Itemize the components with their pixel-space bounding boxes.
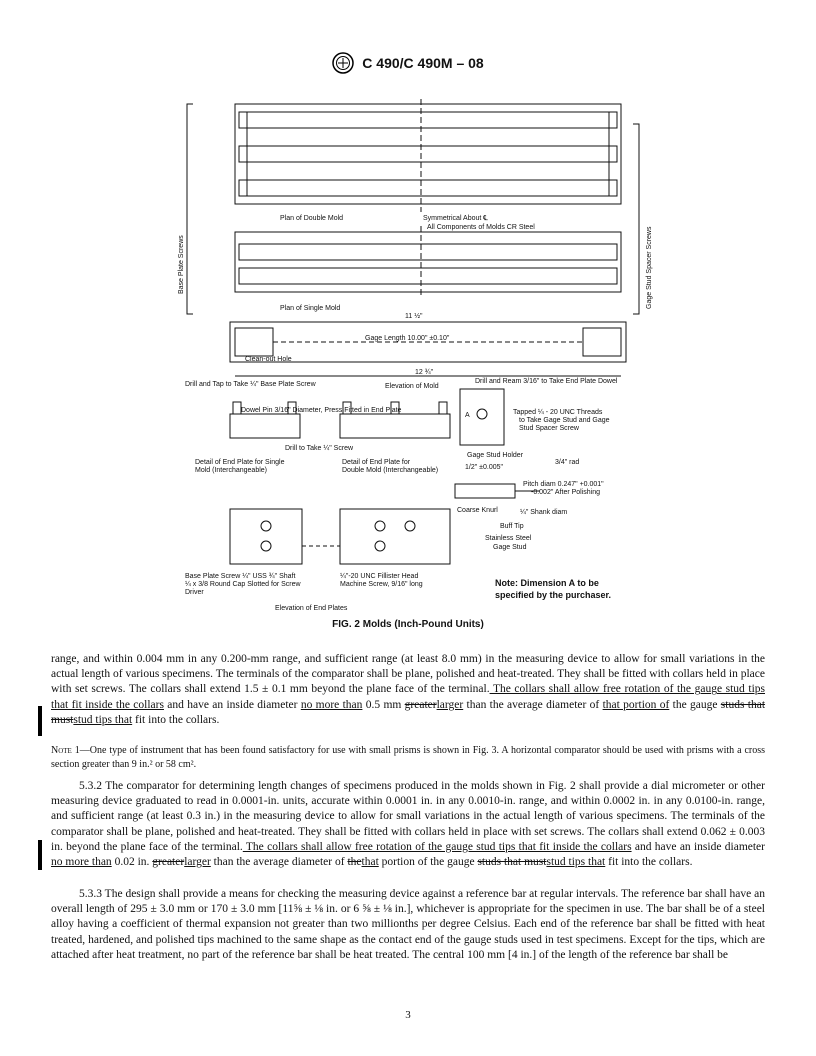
mold-technical-drawing	[175, 84, 655, 614]
label-fillister-2: Machine Screw, 9/16" long	[340, 581, 423, 588]
label-detail-double-1: Detail of End Plate for	[342, 459, 411, 466]
label-cleanout-hole: Clean-out Hole	[245, 356, 292, 363]
label-note-1: Note: Dimension A to be	[495, 578, 599, 588]
label-dim-12: 12 ¾"	[415, 369, 434, 376]
label-gage-stud-holder: Gage Stud Holder	[467, 452, 524, 459]
label-shank-diam: ¼" Shank diam	[520, 509, 568, 516]
label-dowel-pin: Dowel Pin 3/16" Diameter, Press Fitted in End Plate	[241, 407, 402, 414]
note-1: Note 1—One type of instrument that has been found satisfactory for use with small prisms is shown in Fig. 3. A horizontal comparator should be used with prisms with a cross section greater than 9 in.² or 58 cm².	[51, 745, 765, 770]
label-fillister-1: ¼"-20 UNC Fillister Head	[340, 573, 419, 580]
label-detail-double-2: Double Mold (Interchangeable)	[342, 467, 439, 474]
label-plan-double-mold: Plan of Double Mold	[280, 215, 344, 222]
label-pitch-diam: Pitch diam 0.247" +0.001"	[523, 481, 604, 488]
label-buff-tip: Buff Tip	[500, 523, 524, 530]
label-base-plate-screw-3: Driver	[185, 589, 204, 596]
standard-designation: C 490/C 490M – 08	[362, 55, 484, 71]
label-dim-rad: 3/4" rad	[555, 459, 580, 466]
label-dim-11: 11 ½"	[405, 313, 423, 320]
label-all-components: All Components of Molds CR Steel	[427, 224, 535, 231]
label-detail-single-1: Detail of End Plate for Single	[195, 459, 285, 466]
label-plan-single-mold: Plan of Single Mold	[280, 305, 341, 312]
label-letter-a: A	[465, 412, 470, 419]
label-gage-stud-spacer-screws: Gage Stud Spacer Screws	[646, 226, 653, 309]
paragraph-5-3-3: 5.3.3 The design shall provide a means for checking the measuring device against a reference bar at regular intervals. The reference bar shall have an overall length of 295 ± 3.0 mm or 170 ± 3.0 mm [11⅝ ± ⅛ in. or 6 ⅝ ± ⅛ in.], whichever is appropriate for the specimen in use. The bar shall be of a steel alloy having a coefficient of thermal expansion not greater than two millionths per degree Celsius. Each end of the reference bar shall be fitted with heat treated, hardened, and polished tips machined to the same shape as the contact end of the gauge studs used in test specimens. Except for the tips, which are attached after heat treatment, no part of the reference bar shall be heat treated. The central 100 mm [4 in.] of the length of the reference bar shall be	[51, 888, 765, 961]
label-coarse-knurl: Coarse Knurl	[457, 507, 498, 514]
label-dim-tolerance: 1/2" ±0.005"	[465, 464, 504, 471]
label-note-2: specified by the purchaser.	[495, 590, 612, 600]
label-base-plate-screw-2: ¼ x 3/8 Round Cap Slotted for Screw	[185, 581, 301, 588]
label-stainless-1: Stainless Steel	[485, 535, 532, 542]
revision-bar	[38, 840, 42, 870]
label-elevation-mold: Elevation of Mold	[385, 383, 439, 390]
page-number: 3	[405, 1009, 411, 1021]
label-base-plate-screw-1: Base Plate Screw ¼" USS ¾" Shaft	[185, 573, 296, 580]
label-elevation-end-plates: Elevation of End Plates	[275, 605, 348, 612]
label-tapped: Tapped ¼ - 20 UNC Threads	[513, 409, 603, 416]
page-header	[0, 52, 816, 74]
label-detail-single-2: Mold (Interchangeable)	[195, 467, 267, 474]
label-stainless-2: Gage Stud	[493, 544, 527, 551]
astm-logo-icon	[332, 52, 354, 74]
revision-bar	[38, 706, 42, 736]
label-base-plate-screws: Base Plate Screws	[178, 235, 185, 294]
label-drill-ream: Drill and Ream 3/16" to Take End Plate Dowel	[475, 378, 618, 385]
label-after-polishing: -0.002" After Polishing	[531, 489, 601, 496]
figure-caption: FIG. 2 Molds (Inch-Pound Units)	[332, 619, 484, 630]
paragraph-5-3-2: 5.3.2 The comparator for determining length changes of specimens produced in the molds shown in Fig. 2 shall provide a dial micrometer or other measuring device graduated to read in 0.0001-in. units, accurate within 0.0001 in. in any 0.0010-in. range, and within 0.0002 in. in any 0.0100-in. range, and sufficient range (at least 0.3 in.) in the measuring device to allow for small variations in the actual length of various specimens. The terminals of the comparator shall be plane, polished and heat-treated. They shall be fitted with collars held in place with set screws. The collars shall extend 0.062 ± 0.003 in. beyond the plane face of the terminal. The collars shall allow free rotation of the gauge stud tips that fit inside the collars and have an inside diameter no more than 0.02 in. greaterlarger than the average diameter of thethat portion of the gauge studs that muststud tips that fit into the collars.	[51, 780, 765, 869]
label-drill-take: Drill to Take ¼" Screw	[285, 445, 354, 452]
label-drill-tap: Drill and Tap to Take ¼" Base Plate Screw	[185, 381, 316, 388]
label-symmetrical: Symmetrical About ℄	[423, 215, 488, 222]
label-tapped-2: to Take Gage Stud and Gage	[519, 417, 610, 424]
label-gage-length: Gage Length 10.00" ±0.10"	[365, 335, 450, 342]
paragraph-5-3-1-continued: range, and within 0.004 mm in any 0.200-mm range, and sufficient range (at least 8.0 mm) in the measuring device to allow for small variations in the actual length of various specimens. The terminals of the comparator shall be plane, polished and heat-treated. They shall be fitted with collars held in place with set screws. The collars shall extend 1.5 ± 0.1 mm beyond the plane face of the terminal. The collars shall allow free rotation of the gauge stud tips that fit inside the collars and have an inside diameter no more than 0.5 mm greaterlarger than the average diameter of that portion of the gauge studs that muststud tips that fit into the collars.	[51, 653, 766, 726]
label-tapped-3: Stud Spacer Screw	[519, 425, 579, 432]
